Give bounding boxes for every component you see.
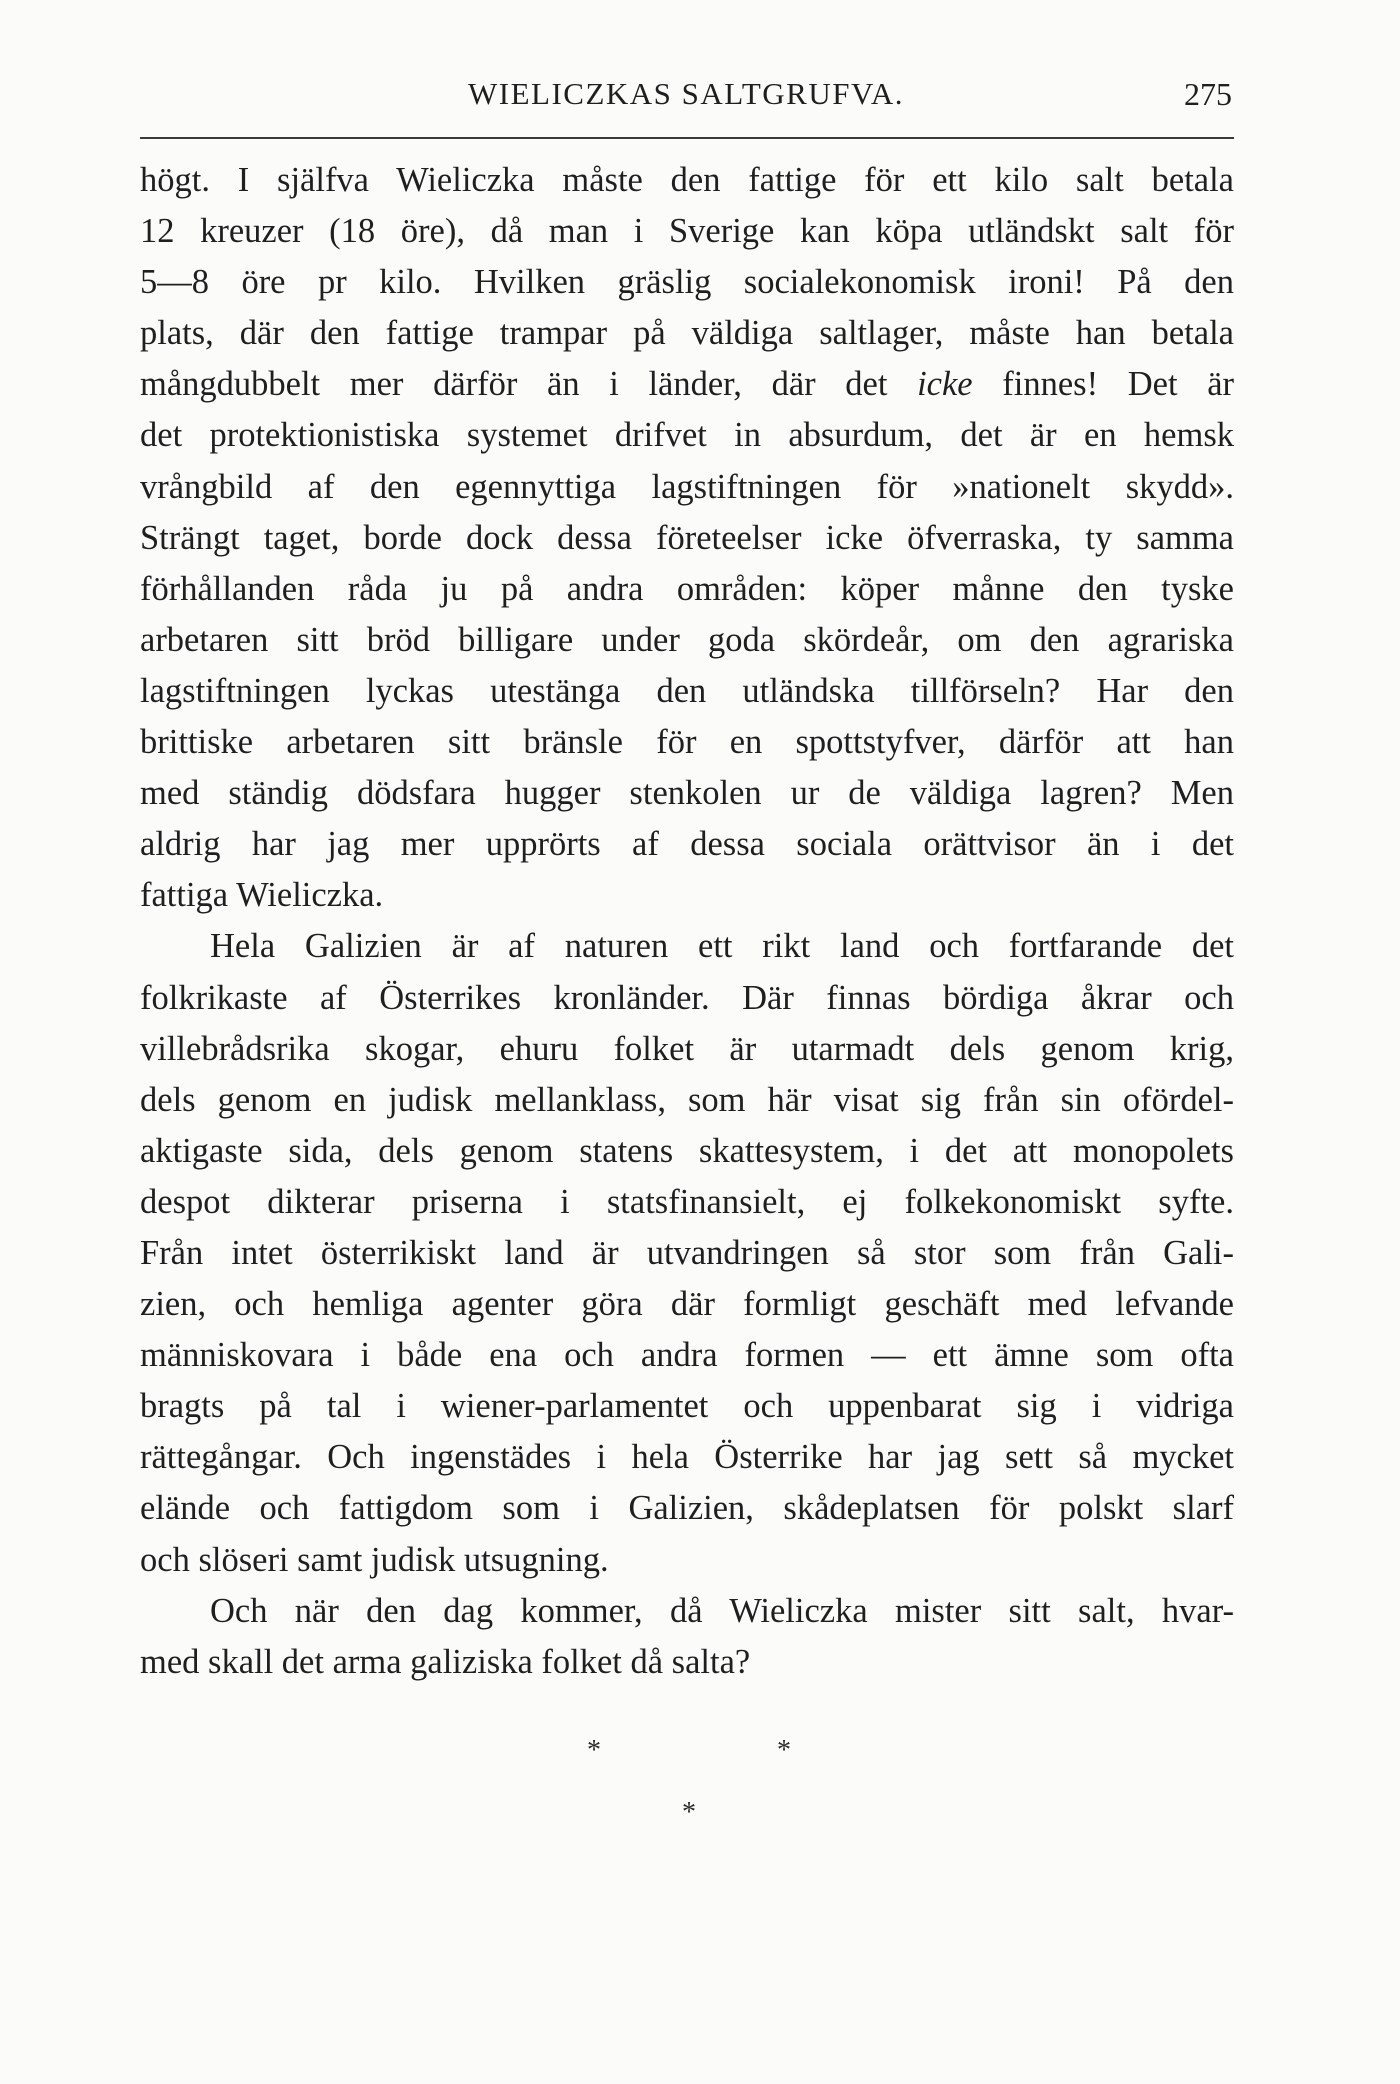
- text-line: arbetaren sitt bröd billigare under goda skördeår, om den agrariska: [140, 620, 1234, 659]
- text-line: rättegångar. Och ingenstädes i hela Österrike har jag sett så mycket: [140, 1438, 1234, 1477]
- body-text: [140, 155, 1234, 1688]
- text-line: Och när den dag kommer, då Wieliczka mister sitt salt, hvar-: [210, 1591, 1234, 1630]
- text-line: Hela Galizien är af naturen ett rikt land och fortfarande det: [210, 927, 1234, 966]
- asterisk: *: [777, 1735, 791, 1766]
- text-line: folkrikaste af Österrikes kronländer. Där finnas bördiga åkrar och: [140, 978, 1234, 1017]
- text-line: aktigaste sida, dels genom statens skattesystem, i det att monopolets: [140, 1131, 1234, 1170]
- text-line: Från intet österrikiskt land är utvandringen så stor som från Gali-: [140, 1233, 1234, 1272]
- text-line: med skall det arma galiziska folket då salta?: [140, 1642, 751, 1681]
- text-line: plats, där den fattige trampar på väldiga saltlager, måste han betala: [140, 314, 1234, 353]
- text-line: med ständig dödsfara hugger stenkolen ur de väldiga lagren? Men: [140, 774, 1234, 813]
- text-line: bragts på tal i wiener-parlamentet och uppenbarat sig i vidriga: [140, 1387, 1234, 1426]
- text-line: Strängt taget, borde dock dessa företeelser icke öfverraska, ty samma: [140, 518, 1234, 557]
- text-line: mångdubbelt mer därför än i länder, där det icke finnes! Det är: [140, 365, 1234, 404]
- text-line: och slöseri samt judisk utsugning.: [140, 1540, 609, 1579]
- emphasis: icke: [917, 365, 973, 404]
- text-line: despot dikterar priserna i statsfinansielt, ej folkekonomiskt syfte.: [140, 1182, 1234, 1221]
- section-break-asterisks: [140, 1735, 1234, 1855]
- running-title: WIELICZKAS SALTGRUFVA.: [467, 76, 905, 111]
- text-line: dels genom en judisk mellanklass, som här visat sig från sin ofördel-: [140, 1080, 1234, 1119]
- text-line: människovara i både ena och andra formen — ett ämne som ofta: [140, 1336, 1234, 1375]
- text-line: vrångbild af den egennyttiga lagstiftningen för »nationelt skydd».: [140, 467, 1234, 506]
- header-rule: [140, 137, 1234, 139]
- page-number: 275: [1184, 76, 1232, 112]
- text-line: elände och fattigdom som i Galizien, skådeplatsen för polskt slarf: [140, 1489, 1234, 1528]
- text-line: aldrig har jag mer upprörts af dessa sociala orättvisor än i det: [140, 825, 1234, 864]
- text-line: zien, och hemliga agenter göra där formligt geschäft med lefvande: [140, 1285, 1234, 1324]
- text-line: fattiga Wieliczka.: [140, 876, 384, 915]
- text-line: det protektionistiska systemet drifvet in absurdum, det är en hemsk: [140, 416, 1234, 455]
- page-header: [140, 76, 1232, 122]
- text-line: 12 kreuzer (18 öre), då man i Sverige kan köpa utländskt salt för: [140, 212, 1234, 251]
- text-line: förhållanden råda ju på andra områden: köper månne den tyske: [140, 569, 1234, 608]
- text-line: högt. I själfva Wieliczka måste den fattige för ett kilo salt betala: [140, 161, 1234, 199]
- text-line: villebrådsrika skogar, ehuru folket är utarmadt dels genom krig,: [140, 1029, 1234, 1068]
- asterisk: *: [682, 1797, 696, 1828]
- text-line: 5—8 öre pr kilo. Hvilken gräslig socialekonomisk ironi! På den: [140, 263, 1234, 302]
- asterisk: *: [587, 1735, 601, 1766]
- text-line: brittiske arbetaren sitt bränsle för en spottstyfver, därför att han: [140, 723, 1234, 762]
- text-line: lagstiftningen lyckas utestänga den utländska tillförseln? Har den: [140, 671, 1234, 710]
